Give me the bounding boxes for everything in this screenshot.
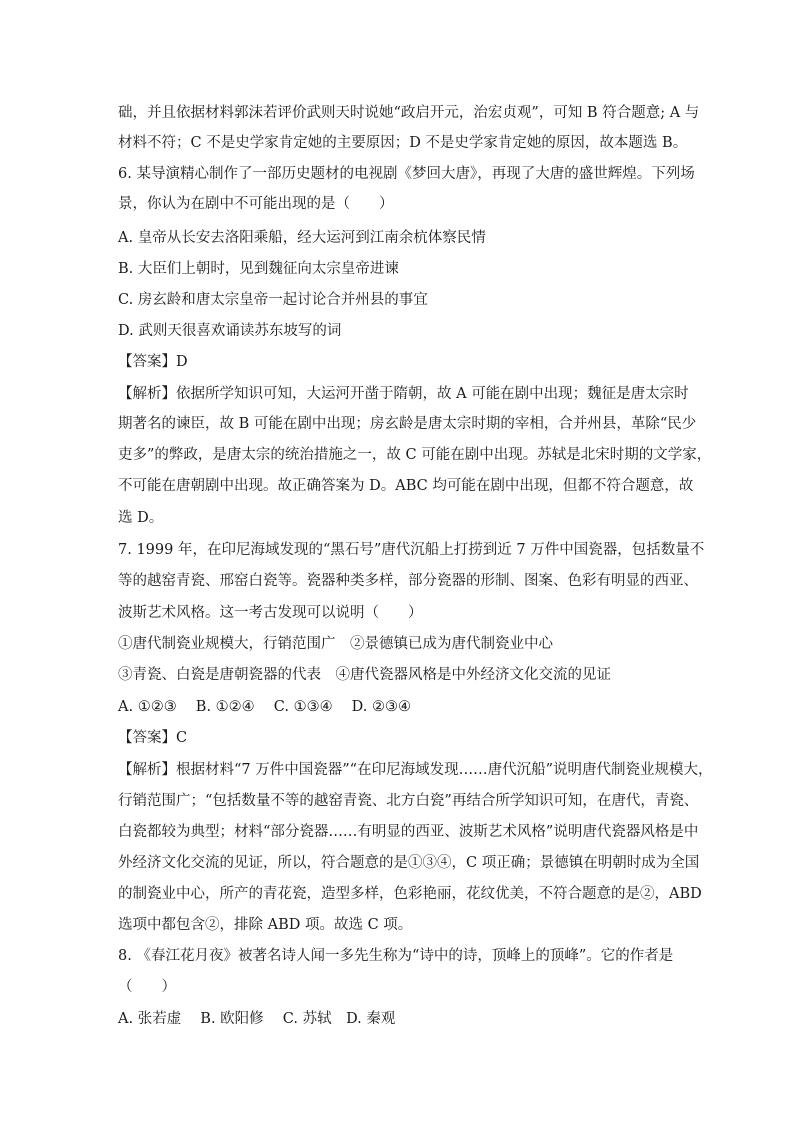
option-c: C. 房玄龄和唐太宗皇帝一起讨论合并州县的事宜 — [118, 292, 428, 308]
option-a: A. 皇帝从长安去洛阳乘船，经大运河到江南余杭体察民情 — [118, 230, 486, 246]
option-b: B. 大臣们上朝时，见到魏征向太宗皇帝进谏 — [118, 261, 399, 277]
text-line: 材料不符；C 不是史学家肯定她的主要原因；D 不是史学家肯定她的原因，故本题选 B。 — [118, 135, 688, 151]
text-line: 础，并且依据材料郭沫若评价武则天时说她“政启开元，治宏贞观”，可知 B 符合题意; A 与 — [118, 105, 700, 121]
text-line: 吏多”的弊政，是唐太宗的统治措施之一，故 C 可能在剧中出现。苏轼是北宋时期的文学家， — [118, 447, 712, 463]
text-line: 波斯艺术风格。这一考古发现可以说明（ ） — [118, 605, 423, 621]
analysis-line: 【解析】依据所学知识可知，大运河开凿于隋朝，故 A 可能在剧中出现；魏征是唐太宗时 — [118, 386, 689, 402]
text-line: 选项中都包含②，排除 ABD 项。故选 C 项。 — [118, 917, 413, 933]
text-line: 景，你认为在剧中不可能出现的是（ ） — [118, 196, 394, 212]
text-line: 白瓷都较为典型；材料“部分瓷器……有明显的西亚、波斯艺术风格”说明唐代瓷器风格是中 — [118, 824, 699, 840]
text-line: （ ） — [118, 979, 176, 995]
question-6-stem: 6. 某导演精心制作了一部历史题材的电视剧《梦回大唐》，再现了大唐的盛世辉煌。下列场 — [118, 166, 695, 182]
options-line: A. 张若虚 B. 欧阳修 C. 苏轼 D. 秦观 — [118, 1011, 396, 1027]
question-7-stem: 7. 1999 年，在印尼海域发现的“黑石号”唐代沉船上打捞到近 7 万件中国瓷器，包括数量不 — [118, 542, 705, 558]
statements-line: ③青瓷、白瓷是唐朝瓷器的代表 ④唐代瓷器风格是中外经济文化交流的见证 — [118, 667, 611, 683]
text-line: 外经济文化交流的见证，所以，符合题意的是①③④，C 项正确；景德镇在明朝时成为全国 — [118, 855, 700, 871]
analysis-line: 【解析】根据材料“7 万件中国瓷器”“在印尼海域发现……唐代沉船”说明唐代制瓷业规模大， — [118, 762, 713, 778]
text-line: 期著名的谏臣，故 B 可能在剧中出现；房玄龄是唐太宗时期的宰相，合并州县，革除“民少 — [118, 416, 697, 432]
answer-line: 【答案】D — [118, 354, 188, 370]
text-line: 不可能在唐朝剧中出现。故正确答案为 D。ABC 均可能在剧中出现，但都不符合题意，故 — [118, 478, 694, 494]
option-d: D. 武则天很喜欢诵读苏东坡写的词 — [118, 323, 342, 339]
statements-line: ①唐代制瓷业规模大，行销范围广 ②景德镇已成为唐代制瓷业中心 — [118, 636, 553, 652]
options-line: A. ①②③ B. ①②④ C. ①③④ D. ②③④ — [118, 699, 412, 715]
text-line: 行销范围广；“包括数量不等的越窑青瓷、北方白瓷”再结合所学知识可知，在唐代，青瓷、 — [118, 793, 699, 809]
text-line: 选 D。 — [118, 510, 164, 526]
text-line: 等的越窑青瓷、邢窑白瓷等。瓷器种类多样，部分瓷器的形制、图案、色彩有明显的西亚、 — [118, 573, 698, 589]
answer-line: 【答案】C — [118, 730, 188, 746]
text-line: 的制瓷业中心，所产的青花瓷，造型多样，色彩艳丽，花纹优美，不符合题意的是②，ABD — [118, 886, 702, 902]
question-8-stem: 8. 《春江花月夜》被著名诗人闻一多先生称为“诗中的诗，顶峰上的顶峰”。它的作者是 — [118, 948, 674, 964]
